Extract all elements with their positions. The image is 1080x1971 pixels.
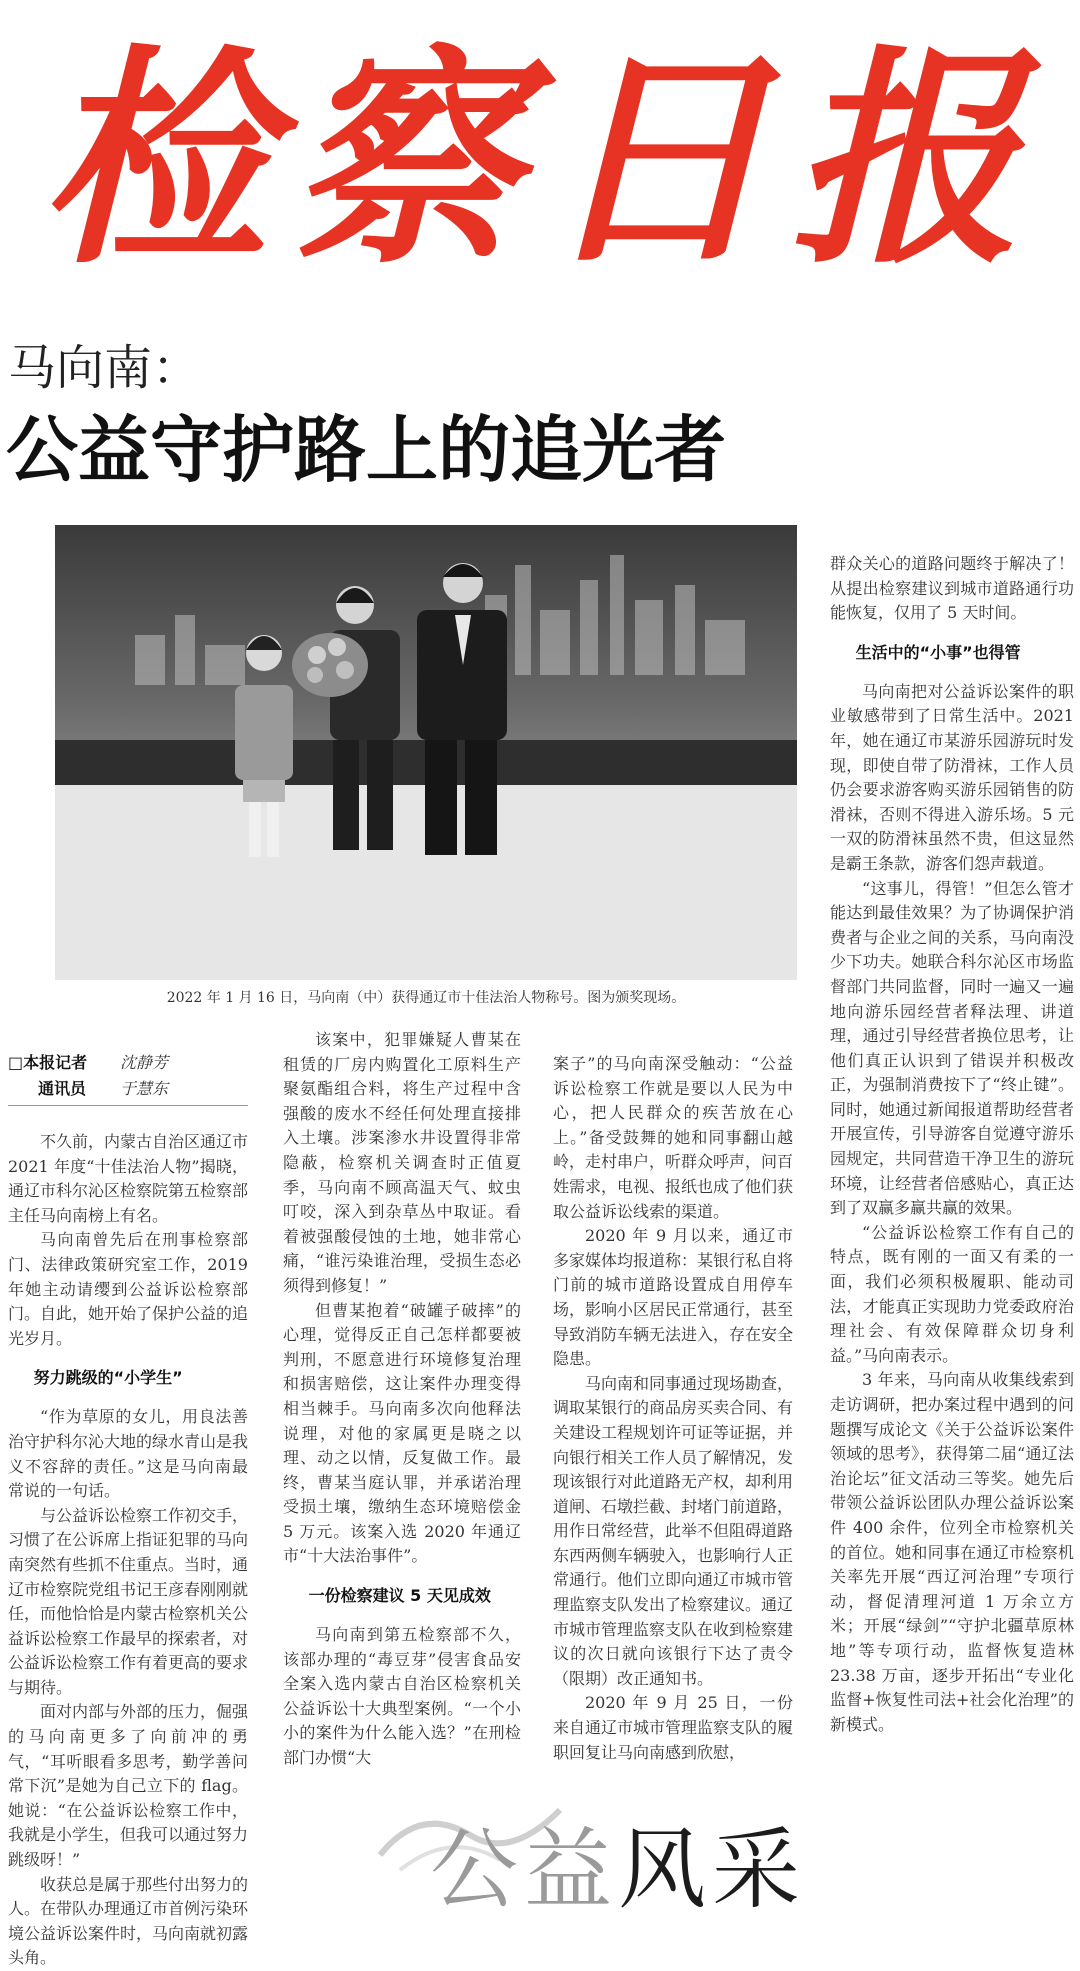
paragraph: 马向南曾先后在刑事检察部门、法律政策研究室工作，2019 年她主动请缨到公益诉讼检察部门。自此，她开始了保护公益的追光岁月。 [8, 1230, 249, 1348]
section-heading: 一份检察建议 5 天见成效 [308, 1586, 491, 1606]
article-column-3 [553, 1052, 793, 1765]
award-photo [55, 525, 797, 980]
paragraph: “作为草原的女儿，用良法善治守护科尔沁大地的绿水青山是我义不容辞的责任。”这是马向南最常说的一句话。 [8, 1407, 249, 1501]
masthead-logo-title: 检察日报 [40, 25, 1040, 295]
byline-role: □本报记者 [8, 1053, 88, 1072]
paragraph: 但曹某抱着“破罐子破摔”的心理，觉得反正自己怎样都要被判刑，不愿意进行环境修复治理和损害赔偿，这让案件办理变得相当棘手。马向南多次向他释法说理，对他的家属更是晓之以理、动之以情，反复做工作。最终，曹某当庭认罪，并承诺治理受损土壤，缴纳生态环境赔偿金 5 万元。该案入选 2020 年通辽市“十大法治事件”。 [283, 1300, 521, 1566]
article-column-1 [8, 1130, 248, 1971]
paragraph: 群众关心的道路问题终于解决了！从提出检察建议到城市道路通行功能恢复，仅用了 5 天时间。 [830, 554, 1074, 623]
paragraph: “这事儿，得管！”但怎么管才能达到最佳效果？为了协调保护消费者与企业之间的关系，马向南没少下功夫。她联合科尔沁区市场监督部门共同监督，同时一遍又一遍地向游乐园经营者释法理、讲道理，通过引导经营者换位思考，让他们真正认识到了错误并积极改正，为强制消费按下了“终止键”。同时，她通过新闻报道帮助经营者开展宣传，引导游客自觉遵守游乐园规定，共同营造干净卫生的游玩环境，让经营者倍感贴心，真正达到了双赢多赢共赢的效果。 [830, 878, 1074, 1218]
byline-divider [8, 1105, 248, 1106]
section-brand [430, 1815, 806, 1925]
article-headline: 公益守护路上的追光者 [6, 407, 727, 492]
section-heading: 生活中的“小事”也得管 [855, 642, 1021, 662]
paragraph: 该案中，犯罪嫌疑人曹某在租赁的厂房内购置化工原料生产聚氨酯组合料，将生产过程中含强酸的废水不经任何处理直接排入土壤。涉案渗水井设置得非常隐蔽，检察机关调查时正值夏季，马向南不顾高温天气、蚊虫叮咬，深入到杂草丛中取证。看着被强酸侵蚀的土地，她非常心痛，“谁污染谁治理，受损生态必须得到修复！” [283, 1030, 521, 1295]
paragraph: 不久前，内蒙古自治区通辽市 2021 年度“十佳法治人物”揭晓，通辽市科尔沁区检察院第五检察部主任马向南榜上有名。 [8, 1132, 249, 1225]
section-brand-part-b: 风采 [618, 1818, 807, 1921]
section-brand-part-a: 公益 [430, 1818, 619, 1921]
byline [8, 1050, 248, 1102]
paragraph: 2020 年 9 月以来，通辽市多家媒体均报道称：某银行私自将门前的城市道路设置成自用停车场，影响小区居民正常通行，甚至导致消防车辆无法进入，存在安全隐患。 [553, 1226, 794, 1369]
article-column-2 [283, 1028, 521, 1771]
photo-caption: 2022 年 1 月 16 日，马向南（中）获得通辽市十佳法治人物称号。图为颁奖现场。 [166, 990, 686, 1006]
paragraph: “公益诉讼检察工作有自己的特点，既有刚的一面又有柔的一面，我们必须积极履职、能动司法，才能真正实现助力党委政府治理社会、有效保障群众切身利益。”马向南表示。 [830, 1222, 1074, 1365]
byline-row-reporter [8, 1050, 248, 1076]
paragraph: 案子”的马向南深受触动：“公益诉讼检察工作就是要以人民为中心，把人民群众的疾苦放在心上。”备受鼓舞的她和同事翻山越岭，走村串户，听群众呼声，问百姓需求，电视、报纸也成了他们获取公益诉讼线索的渠道。 [553, 1054, 794, 1221]
paragraph: 马向南把对公益诉讼案件的职业敏感带到了日常生活中。2021 年，她在通辽市某游乐园游玩时发现，即使自带了防滑袜，工作人员仍会要求游客购买游乐园销售的防滑袜，否则不得进入游乐场。5 元一双的防滑袜虽然不贵，但这显然是霸王条款，游客们怨声载道。 [830, 681, 1074, 873]
paragraph: 收获总是属于那些付出努力的人。在带队办理通辽市首例污染环境公益诉讼案件时，马向南就初露头角。 [8, 1874, 249, 1968]
paragraph: 2020 年 9 月 25 日，一份来自通辽市城市管理监察支队的履职回复让马向南感到欣慰， [553, 1693, 794, 1762]
article-column-4 [830, 552, 1074, 1737]
byline-role: 通讯员 [38, 1079, 87, 1098]
article-kicker: 马向南： [8, 340, 201, 396]
paragraph: 马向南和同事通过现场勘查，调取某银行的商品房买卖合同、有关建设工程规划许可证等证据，并向银行相关工作人员了解情况，发现该银行对此道路无产权，却利用道闸、石墩拦截、封堵门前道路，用作日常经营，此举不但阻碍道路东西两侧车辆驶入，也影响行人正常通行。他们立即向通辽市城市管理监察支队发出了检察建议。通辽市城市管理监察支队在收到检察建议的次日就向该银行下达了责令（限期）改正通知书。 [553, 1373, 794, 1688]
paragraph: 马向南到第五检察部不久，该部办理的“毒豆芽”侵害食品安全案入选内蒙古自治区检察机关公益诉讼十大典型案例。“一个小小的案件为什么能入选？”在刑检部门办惯“大 [283, 1625, 521, 1768]
paragraph: 3 年来，马向南从收集线索到走访调研，把办案过程中遇到的问题撰写成论文《关于公益诉讼案件领域的思考》，获得第二届“通辽法治论坛”征文活动三等奖。她先后带领公益诉讼团队办理公益诉讼案件 400 余件，位列全市检察机关的首位。她和同事在通辽市检察机关率先开展“西辽河治理”专项行动，督促清理河道 1 万余立方米；开展“绿剑”“守护北疆草原林地”等专项行动，监督恢复造林 23.38 万亩，逐步开拓出“专业化监督+恢复性司法+社会化治理”的新模式。 [830, 1370, 1074, 1734]
section-heading: 努力跳级的“小学生” [33, 1368, 183, 1388]
award-photo-illustration [55, 525, 797, 980]
masthead [0, 0, 1080, 310]
byline-name: 于慧东 [120, 1079, 169, 1098]
byline-row-correspondent [8, 1076, 248, 1102]
paragraph: 与公益诉讼检察工作初交手，习惯了在公诉席上指证犯罪的马向南突然有些抓不住重点。当时，通辽市检察院党组书记王彦春刚刚就任，而他恰恰是内蒙古检察机关公益诉讼检察工作最早的探索者，对公益诉讼检察工作有着更高的要求与期待。 [8, 1505, 249, 1697]
byline-name: 沈静芳 [120, 1053, 169, 1072]
paragraph: 面对内部与外部的压力，倔强的马向南更多了向前冲的勇气，“耳听眼看多思考，勤学善问常下沉”是她为自己立下的 flag。她说：“在公益诉讼检察工作中，我就是小学生，但我可以通过努力跳级呀！” [8, 1702, 249, 1870]
